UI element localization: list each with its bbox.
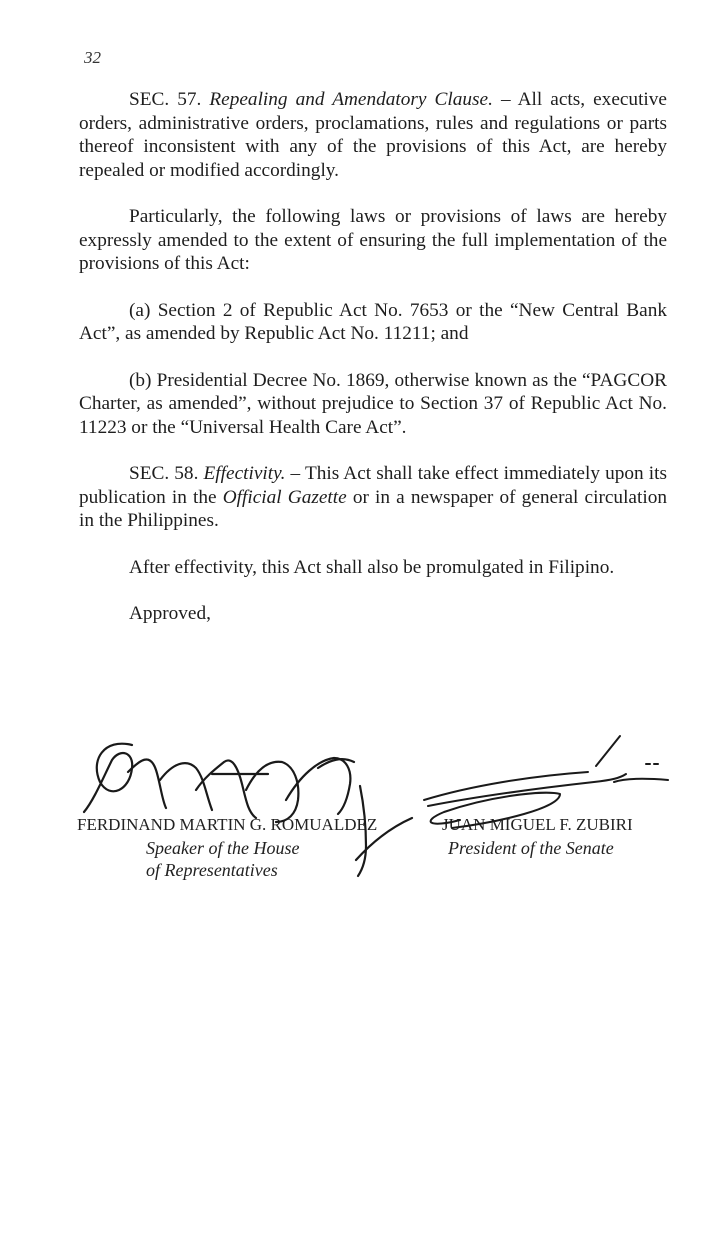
section-57-body: – All acts, executive orders, administrative orders, proclamations, rules and regulations or parts thereof inconsistent with any of the provisions of this Act, are hereby repealed or modified accordingly. xyxy=(79,89,667,181)
section-58-body-1: – This Act shall take effect immediately upon its publication in the xyxy=(79,463,667,508)
page-number: 32 xyxy=(84,48,101,67)
amendment-item-b: (b) Presidential Decree No. 1869, otherwise known as the “PAGCOR Charter, as amended”, without prejudice to Section 37 of Republic Act No. 11223 or the “Universal Health Care Act”. xyxy=(79,369,667,438)
signatory-left-name: FERDINAND MARTIN G. ROMUALDEZ xyxy=(77,815,378,834)
signatory-right-name: JUAN MIGUEL F. ZUBIRI xyxy=(442,815,633,834)
signatory-left-title-1: Speaker of the House xyxy=(146,838,300,858)
section-58-prefix: SEC. 58. xyxy=(129,463,204,484)
approved-label: Approved, xyxy=(129,603,211,624)
amendment-intro: Particularly, the following laws or provisions of laws are hereby expressly amended to the extent of ensuring the full implementation of the provisions of this Act: xyxy=(79,206,667,274)
amendment-item-a: (a) Section 2 of Republic Act No. 7653 or the “New Central Bank Act”, as amended by Republic Act No. 11211; and xyxy=(79,299,667,344)
signatory-left-title-2: of Representatives xyxy=(146,860,278,880)
section-58-heading: Effectivity. xyxy=(203,463,286,484)
signature-left xyxy=(84,744,412,876)
signature-right xyxy=(424,736,668,828)
official-gazette-title: Official Gazette xyxy=(222,486,347,508)
section-58-body-2: or in a newspaper of general circulation in the Philippines. xyxy=(79,486,667,531)
section-57-heading: Repealing and Amendatory Clause. xyxy=(209,89,493,110)
signatory-right-title-1: President of the Senate xyxy=(448,838,614,858)
filipino-promulgation: After effectivity, this Act shall also be promulgated in Filipino. xyxy=(129,556,615,578)
section-57-prefix: SEC. 57. xyxy=(129,89,210,110)
